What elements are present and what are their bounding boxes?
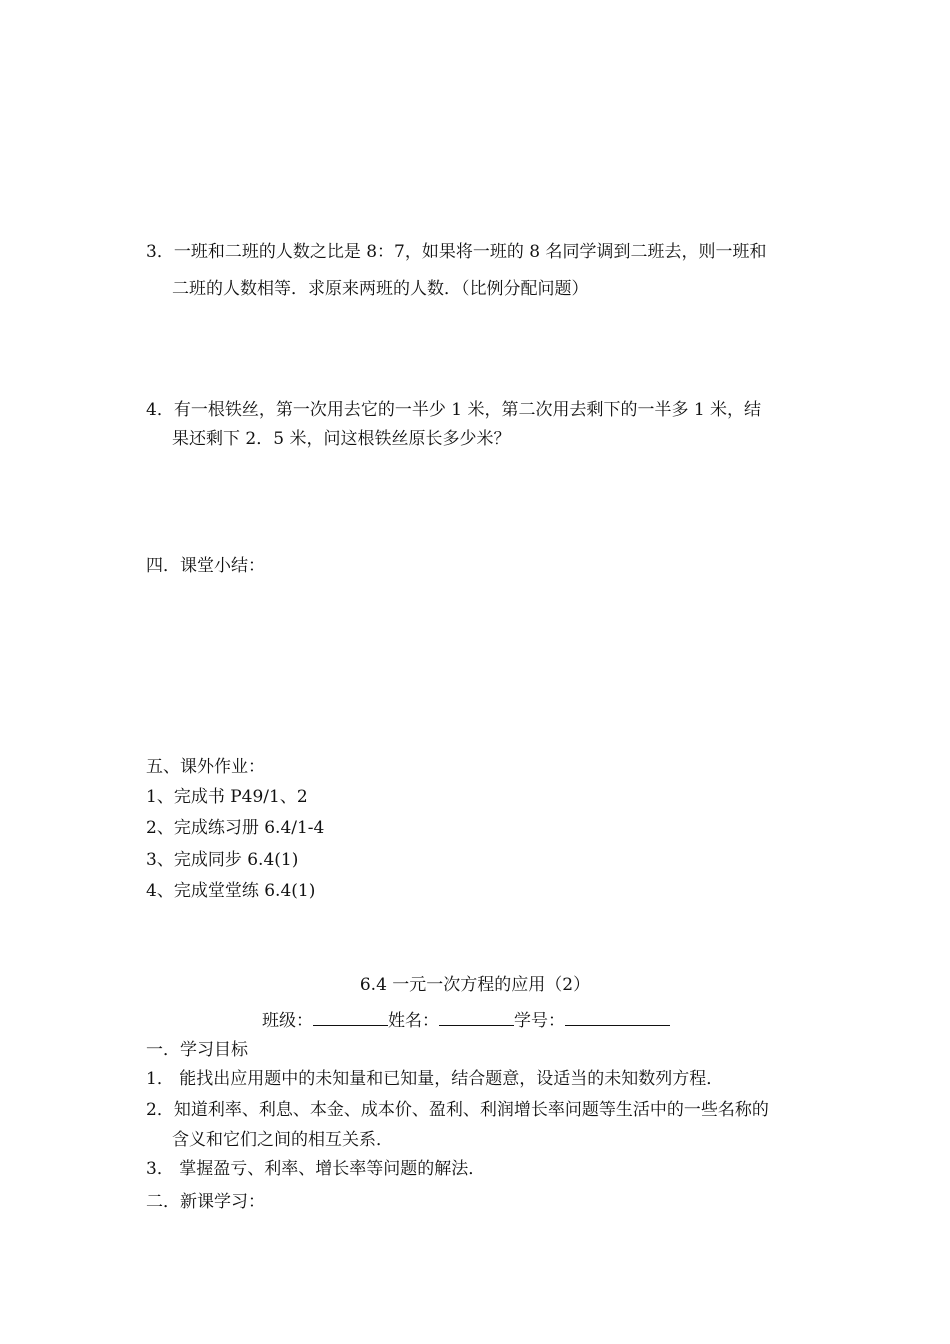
homework-item: 3、完成同步 6.4(1): [146, 850, 299, 870]
new-lesson-heading: 二．新课学习：: [146, 1192, 265, 1212]
goals-heading: 一．学习目标: [146, 1040, 248, 1060]
homework-item: 1、完成书 P49/1、2: [146, 787, 308, 807]
homework-heading: 五、课外作业：: [146, 757, 265, 777]
name-label: 姓名：: [388, 1011, 439, 1031]
homework-item: 4、完成堂堂练 6.4(1): [146, 881, 316, 901]
homework-item: 2、完成练习册 6.4/1-4: [146, 818, 325, 838]
problem-3-line-1: 3．一班和二班的人数之比是 8：7，如果将一班的 8 名同学调到二班去，则一班和: [146, 242, 767, 262]
student-info-row: [262, 1008, 670, 1032]
id-label: 学号：: [514, 1011, 565, 1031]
summary-heading: 四．课堂小结：: [146, 556, 265, 576]
problem-4-line-1: 4．有一根铁丝，第一次用去它的一半少 1 米，第二次用去剩下的一半多 1 米，结: [146, 400, 762, 420]
lesson-title: 6.4 一元一次方程的应用（2）: [359, 975, 591, 995]
goal-1: 1． 能找出应用题中的未知量和已知量，结合题意，设适当的未知数列方程．: [146, 1069, 724, 1089]
problem-4-line-2: 果还剩下 2．5 米，问这根铁丝原长多少米？: [172, 429, 511, 449]
id-blank[interactable]: [565, 1008, 670, 1026]
goal-2-line-2: 含义和它们之间的相互关系．: [172, 1130, 393, 1150]
class-label: 班级：: [262, 1011, 313, 1031]
class-blank[interactable]: [313, 1008, 388, 1026]
goal-2-line-1: 2．知道利率、利息、本金、成本价、盈利、利润增长率问题等生活中的一些名称的: [146, 1100, 769, 1120]
goal-3: 3． 掌握盈亏、利率、增长率等问题的解法．: [146, 1159, 486, 1179]
problem-3-line-2: 二班的人数相等．求原来两班的人数．（比例分配问题）: [172, 279, 589, 299]
name-blank[interactable]: [439, 1008, 514, 1026]
